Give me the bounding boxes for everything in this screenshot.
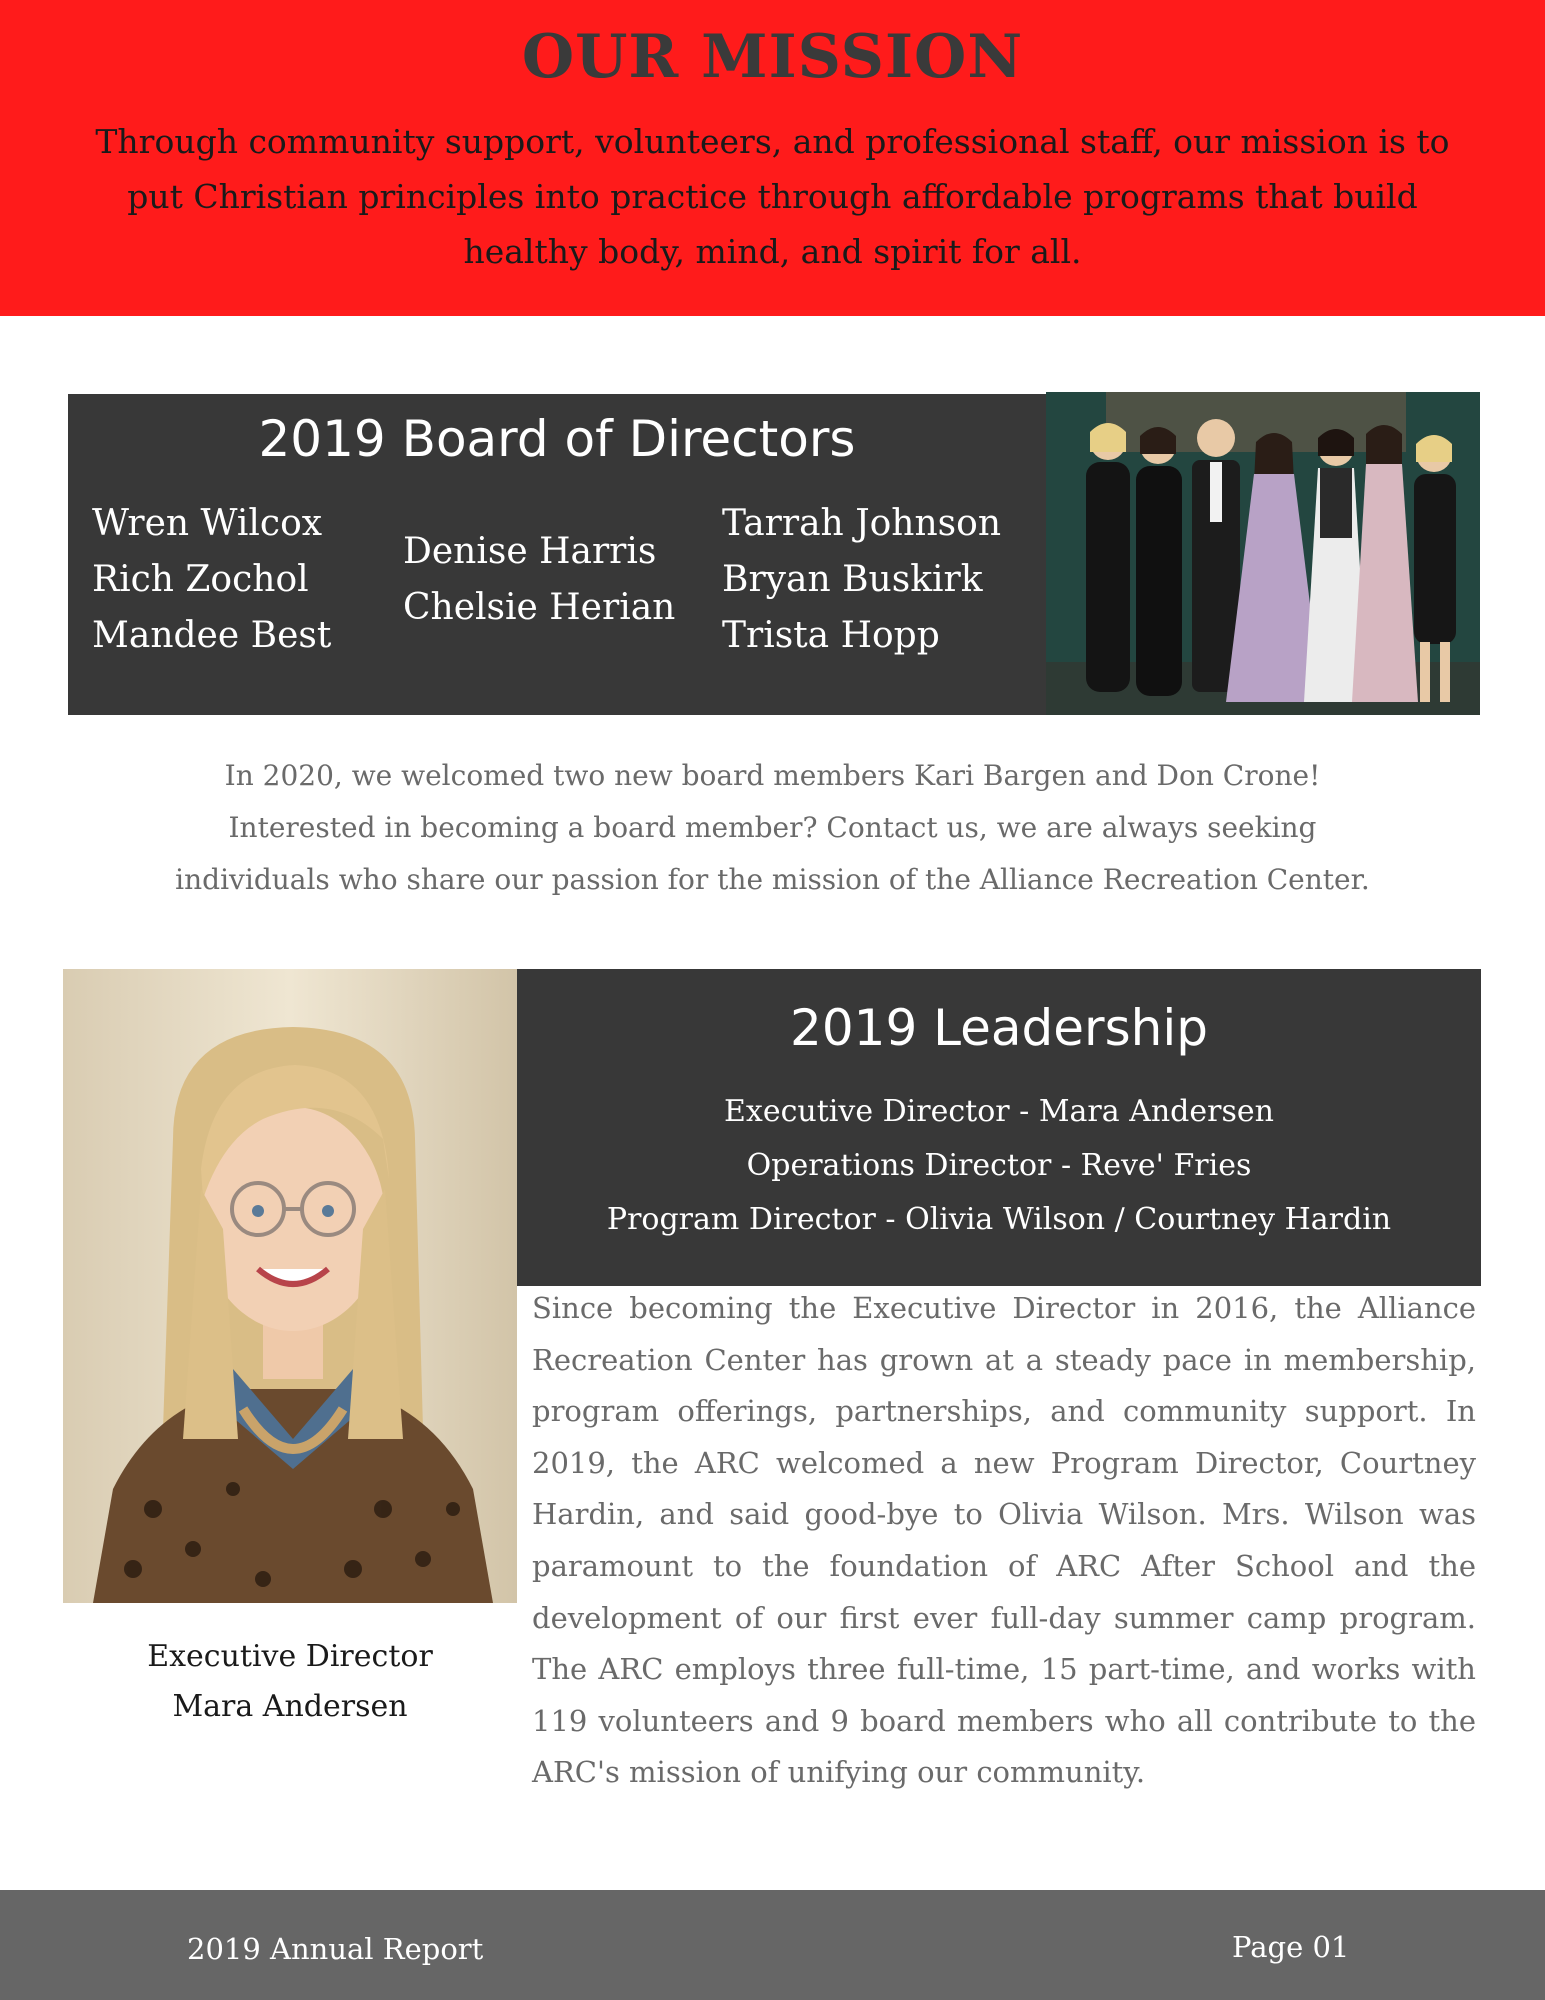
board-note-line: Interested in becoming a board member? Contact us, we are always seeking [228,811,1317,844]
board-of-directors-panel [68,394,1046,715]
leadership-role: Operations Director - Reve' Fries [746,1148,1252,1183]
board-member: Wren Wilcox [92,503,323,544]
leadership-title: 2019 Leadership [790,999,1208,1057]
mission-statement [60,114,1485,279]
board-member: Chelsie Herian [403,587,676,628]
board-member: Bryan Buskirk [722,559,983,600]
page-footer [0,1890,1545,2000]
board-column-3 [722,496,1001,664]
board-member: Rich Zochol [92,559,309,600]
footer-report-title: 2019 Annual Report [187,1932,484,1966]
leadership-role: Executive Director - Mara Andersen [724,1094,1274,1129]
mission-banner [0,0,1545,316]
portrait-caption [63,1632,517,1732]
board-column-2 [403,524,675,636]
mission-line: healthy body, mind, and spirit for all. [463,232,1082,271]
leadership-role: Program Director - Olivia Wilson / Courtney Hardin [606,1202,1392,1237]
board-member: Tarrah Johnson [722,503,1001,544]
mission-line: Through community support, volunteers, and professional staff, our mission is to [95,122,1450,161]
mission-line: put Christian principles into practice through affordable programs that build [127,177,1418,216]
board-member: Trista Hopp [722,615,940,656]
caption-line: Mara Andersen [172,1689,408,1724]
executive-director-portrait [63,969,517,1603]
board-member: Denise Harris [403,531,657,572]
leadership-panel [517,969,1481,1286]
leadership-roles [517,1085,1481,1247]
board-title: 2019 Board of Directors [258,410,856,468]
leadership-paragraph: Since becoming the Executive Director in 2016, the Alliance Recreation Center has grown at a steady pace in membership, program offerings, partnerships, and community support. In 2019, the ARC welcomed a new Program Director, Courtney Hardin, and said good-bye to Olivia Wilson. Mrs. Wilson was paramount to the foundation of ARC After School and the development of our first ever full-day summer camp program. The ARC employs three full-time, 15 part-time, and works with 119 volunteers and 9 board members who all contribute to the ARC's mission of unifying our community. [532,1291,1476,1790]
portrait-illustration [63,969,517,1603]
board-member: Mandee Best [92,615,332,656]
group-photo-illustration [1046,392,1480,715]
footer-page-number: Page 01 [1232,1930,1350,1964]
board-column-1 [92,496,331,664]
mission-title: OUR MISSION [521,22,1024,92]
caption-line: Executive Director [147,1639,433,1674]
board-note-line: individuals who share our passion for the mission of the Alliance Recreation Center. [175,863,1370,896]
board-group-photo [1046,392,1480,715]
board-note [100,750,1445,906]
board-note-line: In 2020, we welcomed two new board members Kari Bargen and Don Crone! [224,759,1321,792]
